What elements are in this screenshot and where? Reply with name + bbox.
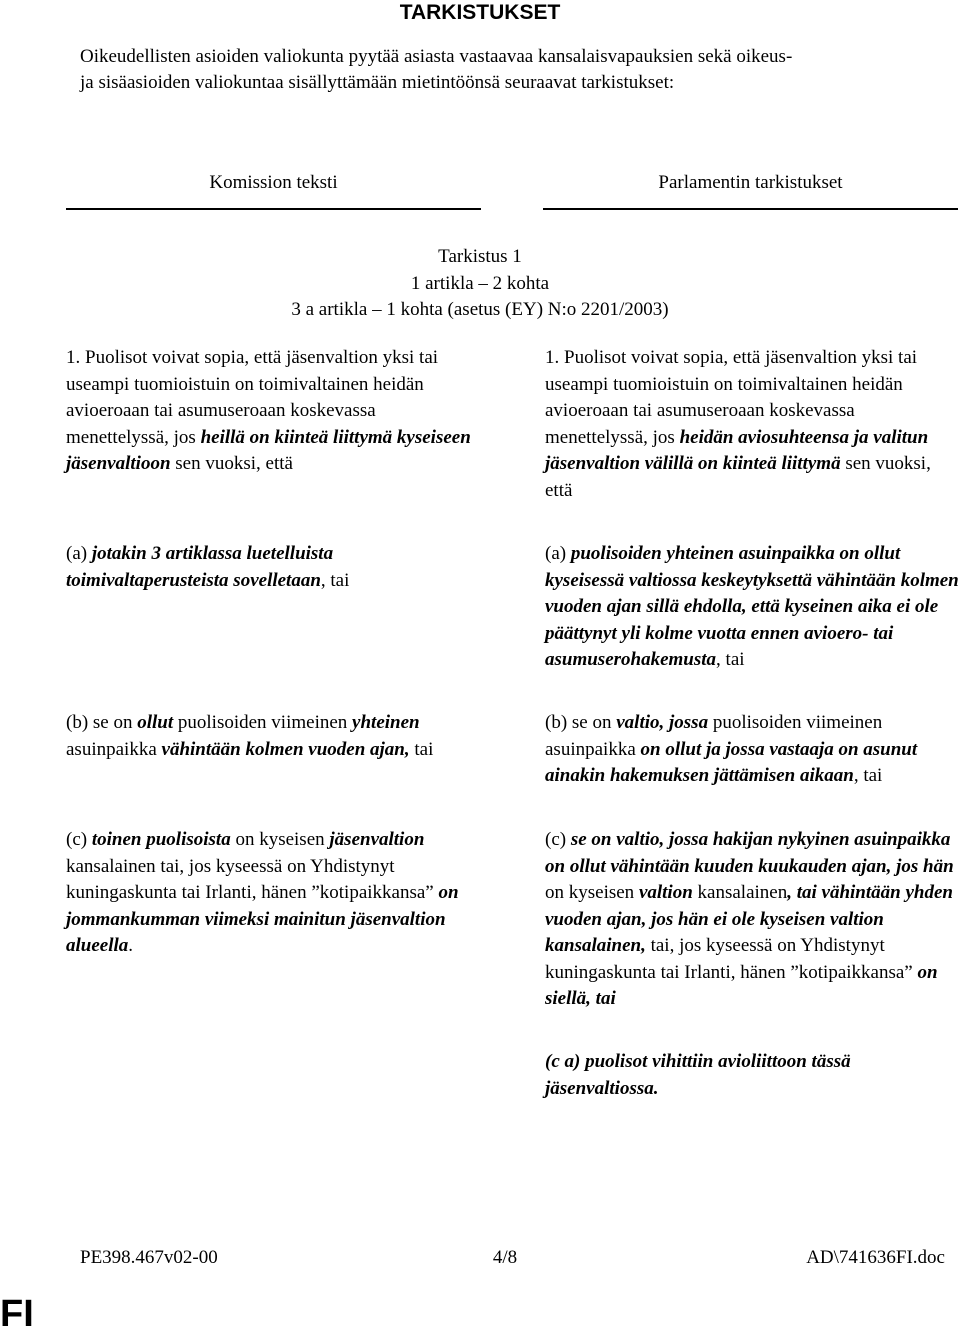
left-paragraph-1 <box>66 345 481 478</box>
right-paragraph-ca <box>545 1049 960 1102</box>
emphasized-text: jäsenvaltion <box>329 829 425 850</box>
emphasized-text: on jommankumman viimeksi mainitun jäsenvaltion alueella <box>66 882 459 956</box>
language-code: FI <box>0 1293 34 1335</box>
paragraph-text: kansalainen tai, jos kyseessä on Yhdistynyt kuningaskunta tai Irlanti, hänen ”kotipaikkansa” <box>66 855 439 903</box>
paragraph-text: on kyseisen <box>230 829 330 850</box>
paragraph-text: , tai <box>716 649 745 670</box>
amendment-reference: 3 a artikla – 1 kohta (asetus (EY) N:o 2201/2003) <box>291 299 669 320</box>
left-paragraph-b <box>66 710 481 763</box>
paragraph-text: puolisoiden viimeinen <box>173 712 353 733</box>
emphasized-text: se on valtio, jossa hakijan nykyinen asuinpaikka on ollut vähintään kuuden kuukauden ajan, jos hän <box>545 829 954 877</box>
paragraph-text: tai, jos kyseessä on Yhdistynyt kuningaskunta tai Irlanti, hänen ”kotipaikkansa” <box>545 935 918 983</box>
paragraph-text: (b) se on <box>545 712 617 733</box>
paragraph-text: (c) <box>66 829 92 850</box>
footer-page-number: 4/8 <box>492 1247 518 1268</box>
amendment-heading <box>0 244 960 324</box>
paragraph-text: (b) se on <box>66 712 138 733</box>
emphasized-text: valtio, jossa <box>616 712 709 733</box>
left-heading-rule <box>66 208 481 210</box>
emphasized-text: on ollut ja jossa vastaaja on asunut ainakin hakemuksen jättämisen aikaan <box>545 738 918 786</box>
emphasized-text: , tai vähintään yhden vuoden ajan, jos hän ei ole kyseisen valtion kansalainen, <box>545 882 953 956</box>
paragraph-text: (a) <box>545 543 571 564</box>
right-heading-rule <box>543 208 958 210</box>
paragraph-text: tai <box>409 738 434 760</box>
emphasized-text: ollut <box>137 712 174 733</box>
emphasized-text: jotakin 3 artiklassa luetelluista toimivaltaperusteista sovelletaan <box>66 543 334 591</box>
intro-line-1: Oikeudellisten asioiden valiokunta pyytää asiasta vastaavaa kansalaisvapauksien sekä oikeus- <box>80 46 793 67</box>
emphasized-text: heillä on kiinteä liittymä kyseiseen jäsenvaltioon <box>66 426 471 474</box>
amendment-number: Tarkistus 1 <box>438 246 522 267</box>
emphasized-text: puolisoiden yhteinen asuinpaikka on ollut kyseisessä valtiossa keskeytyksettä vähintään kolmen vuoden ajan sillä ehdolla, että kyseinen aika ei ole päättynyt yli kolme vuotta ennen avioero- tai asumuserohakemusta <box>545 543 959 670</box>
paragraph-text: (c) <box>545 829 571 850</box>
footer-reference: PE398.467v02-00 <box>80 1247 218 1268</box>
footer-document-name: AD\741636FI.doc <box>806 1247 945 1268</box>
right-paragraph-c <box>545 827 960 1013</box>
paragraph-text: 1. Puolisot voivat sopia, että jäsenvaltion yksi tai useampi tuomioistuin on toimivaltainen heidän avioeroaan tai asumuseroaan koskevassa menettelyssä, jos <box>545 347 918 448</box>
emphasized-text: yhteinen <box>352 712 420 733</box>
emphasized-text: vähintään kolmen vuoden ajan, <box>161 738 410 760</box>
emphasized-text: on siellä, tai <box>545 961 938 1009</box>
paragraph-text: (a) <box>66 543 92 564</box>
emphasized-text: (c a) puolisot vihittiin avioliittoon tässä jäsenvaltiossa. <box>545 1051 851 1099</box>
left-paragraph-c <box>66 827 481 960</box>
paragraph-text: sen vuoksi, että <box>170 453 293 474</box>
paragraph-text: sen vuoksi, että <box>545 453 931 501</box>
paragraph-text: . <box>128 935 134 956</box>
paragraph-text: , tai <box>853 765 883 786</box>
right-paragraph-1 <box>545 345 960 504</box>
paragraph-text: on kyseisen <box>545 882 639 903</box>
right-paragraph-a <box>545 541 960 674</box>
paragraph-text: , tai <box>320 569 350 591</box>
right-column-heading: Parlamentin tarkistukset <box>658 172 843 193</box>
paragraph-text: 1. Puolisot voivat sopia, että jäsenvaltion yksi tai useampi tuomioistuin on toimivaltainen heidän avioeroaan tai asumuseroaan koskevassa menettelyssä, jos <box>66 347 439 448</box>
emphasized-text: toinen puolisoista <box>91 829 231 850</box>
emphasized-text: valtion <box>638 882 693 903</box>
left-paragraph-a <box>66 541 481 594</box>
paragraph-text: asuinpaikka <box>66 738 162 760</box>
left-column-heading: Komission teksti <box>209 172 338 193</box>
emphasized-text: heidän aviosuhteensa ja valitun jäsenvaltion välillä on kiinteä liittymä <box>545 426 929 474</box>
intro-text <box>80 44 950 96</box>
intro-line-2: ja sisäasioiden valiokuntaa sisällyttämään mietintöönsä seuraavat tarkistukset: <box>80 72 675 93</box>
paragraph-text: kansalainen <box>692 882 788 903</box>
paragraph-text: puolisoiden viimeinen asuinpaikka <box>545 712 883 760</box>
page-title: TARKISTUKSET <box>399 1 561 24</box>
right-paragraph-b <box>545 710 960 790</box>
amendment-article: 1 artikla – 2 kohta <box>410 272 550 294</box>
